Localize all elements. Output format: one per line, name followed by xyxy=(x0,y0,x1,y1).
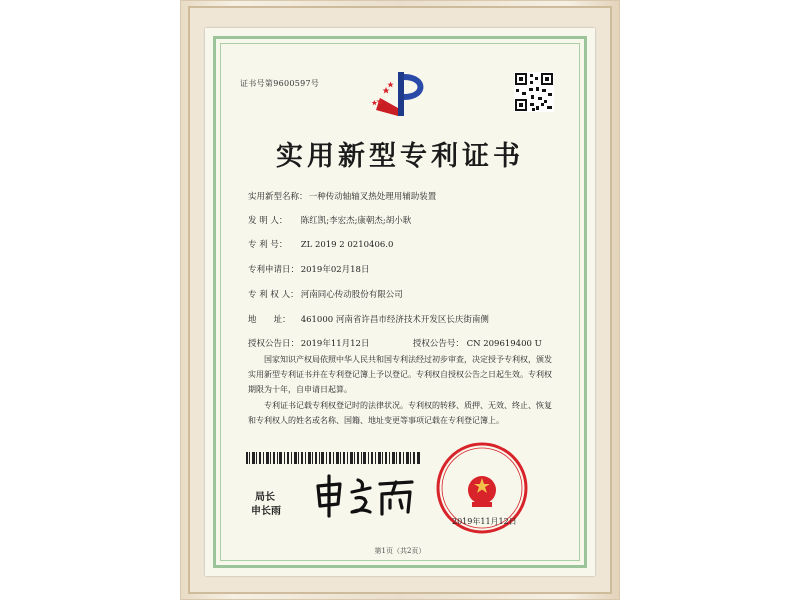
qr-code-icon xyxy=(514,72,554,112)
field-utility-model-name xyxy=(248,190,436,202)
field-label: 专利申请日： xyxy=(248,265,300,275)
certificate-number: 证书号第9600597号 xyxy=(240,79,320,88)
seal-date: 2019年11月12日 xyxy=(452,517,517,526)
certificate-paragraph-1: 国家知识产权局依照中华人民共和国专利法经过初步审查，决定授予专利权，颁发实用新型专利证书并在专利登记簿上予以登记。专利权自授权公告之日起生效。专利权期限为十年，自申请日起算。 xyxy=(248,355,552,394)
director-signature xyxy=(312,472,422,520)
patent-office-logo-icon xyxy=(368,68,432,122)
field-grant xyxy=(248,337,542,349)
grant-number-label: 授权公告号： xyxy=(412,339,464,349)
field-value: 陈红凯;李宏杰;康朝杰;胡小耿 xyxy=(300,216,412,226)
field-application-date xyxy=(248,263,369,275)
page-number: 第1页（共2页） xyxy=(374,547,426,555)
field-label: 发 明 人： xyxy=(248,216,288,226)
grant-number: CN 209619400 U xyxy=(466,339,542,349)
field-label: 地 址： xyxy=(248,315,291,325)
barcode-icon xyxy=(246,452,420,464)
certificate-paragraph-2: 专利证书记载专利权登记时的法律状况。专利权的转移、质押、无效、终止、恢复和专利权人的姓名或名称、国籍、地址变更等事项记载在专利登记簿上。 xyxy=(248,401,552,425)
field-address xyxy=(248,313,489,325)
director-name: 申长雨 xyxy=(251,506,281,517)
field-value: 461000 河南省许昌市经济技术开发区长庆街南侧 xyxy=(300,315,489,325)
grant-date: 2019年11月12日 xyxy=(300,339,370,349)
field-value: 一种传动轴轴叉热处理用辅助装置 xyxy=(308,192,437,202)
field-label: 实用新型名称： xyxy=(248,192,308,202)
certificate-title: 实用新型专利证书 xyxy=(276,141,524,172)
field-inventors xyxy=(248,214,411,226)
field-patentee xyxy=(248,288,403,300)
field-value: 河南同心传动股份有限公司 xyxy=(300,290,403,300)
field-value: ZL 2019 2 0210406.0 xyxy=(300,240,394,250)
field-label: 专 利 权 人： xyxy=(248,290,299,300)
field-label: 专 利 号： xyxy=(248,240,288,250)
field-label: 授权公告日： xyxy=(248,339,300,349)
field-value: 2019年02月18日 xyxy=(300,265,370,275)
field-patent-number xyxy=(248,238,393,250)
director-title: 局长 xyxy=(255,492,275,503)
